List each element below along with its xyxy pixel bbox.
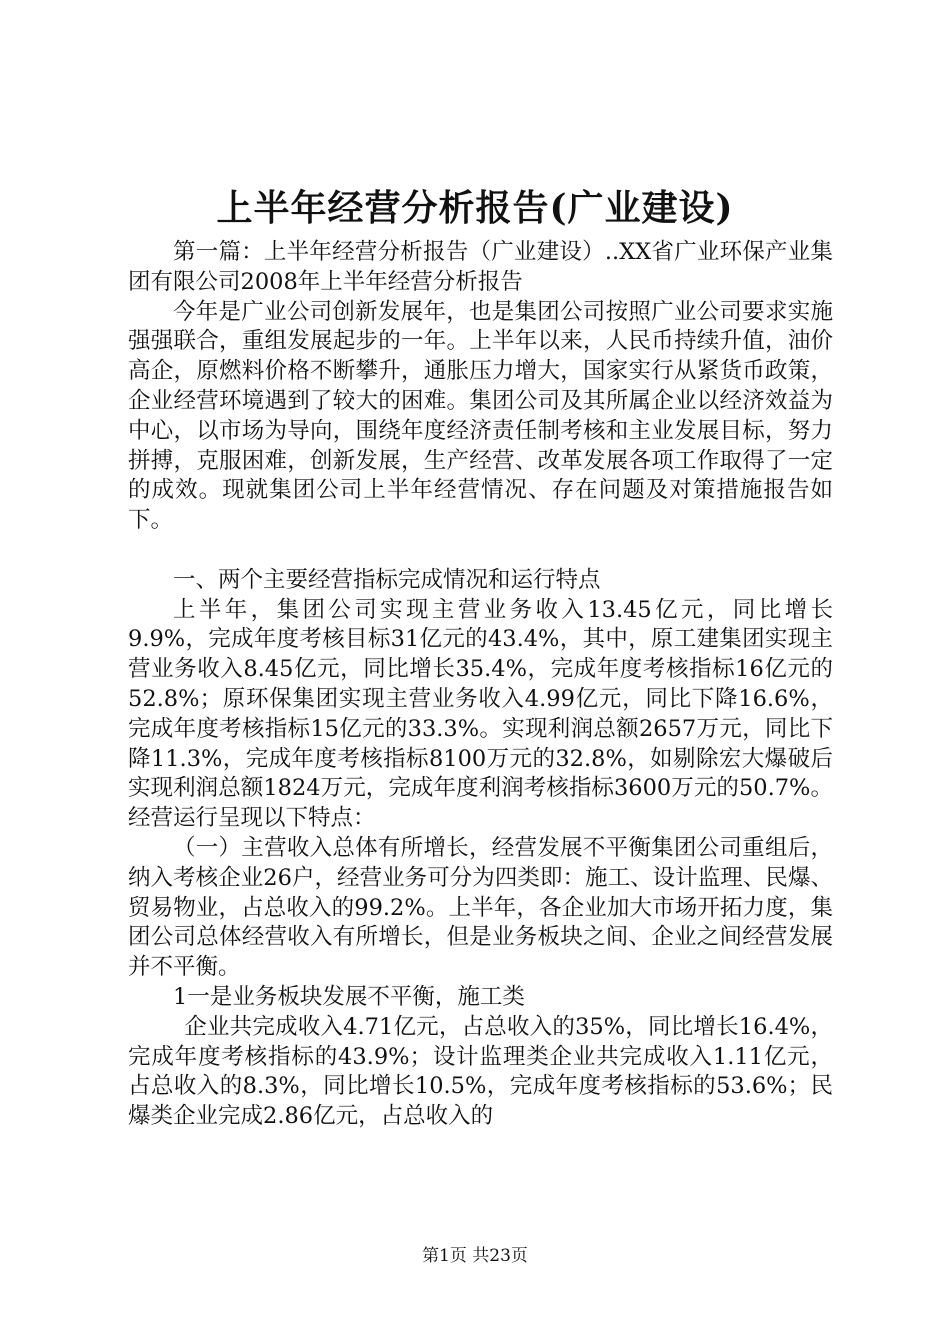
paragraph-construction: 企业共完成收入4.71亿元，占总收入的35%，同比增长16.4%，完成年度考核指标的43.9%；设计监理类企业共完成收入1.11亿元，占总收入的8.3%，同比增长10.5%，完成年度考核指标的53.6%；民爆类企业完成2.86亿元，占总收入的 [128, 1013, 833, 1130]
page-footer: 第1页 共23页 [422, 1246, 528, 1266]
paragraph-revenue-growth: （一）主营收入总体有所增长，经营发展不平衡集团公司重组后，纳入考核企业26户，经营业务可分为四类即：施工、设计监理、民爆、贸易物业，占总收入的99.2%。上半年，各企业加大市场开拓力度，集团公司总体经营收入有所增长，但是业务板块之间、企业之间经营发展并不平衡。 [128, 834, 833, 981]
document-title: 上半年经营分析报告(广业建设) [216, 187, 734, 229]
section-heading-1: 一、两个主要经营指标完成情况和运行特点 [173, 566, 601, 593]
paragraph-heading-intro: 第一篇：上半年经营分析报告（广业建设）..XX省广业环保产业集团有限公司2008年上半年经营分析报告 [128, 239, 833, 295]
paragraph-overview: 今年是广业公司创新发展年，也是集团公司按照广业公司要求实施强强联合，重组发展起步的一年。上半年以来，人民币持续升值，油价高企，原燃料价格不断攀升，通胀压力增大，国家实行从紧货币政策，企业经营环境遇到了较大的困难。集团公司及其所属企业以经济效益为中心，以市场为导向，围绕年度经济责任制考核和主业发展目标，努力拼搏，克服困难，创新发展，生产经营、改革发展各项工作取得了一定的成效。现就集团公司上半年经营情况、存在问题及对策措施报告如下。 [128, 298, 833, 534]
paragraph-indicators: 上半年，集团公司实现主营业务收入13.45亿元，同比增长9.9%，完成年度考核目标31亿元的43.4%，其中，原工建集团实现主营业务收入8.45亿元，同比增长35.4%，完成年度考核指标16亿元的52.8%；原环保集团实现主营业务收入4.99亿元，同比下降16.6%，完成年度考核指标15亿元的33.3%。实现利润总额2657万元，同比下降11.3%，完成年度考核指标8100万元的32.8%，如剔除宏大爆破后实现利润总额1824万元，完成年度利润考核指标3600万元的50.7%。经营运行呈现以下特点： [128, 596, 833, 832]
paragraph-spacer [128, 536, 833, 566]
paragraph-subheading: 1一是业务板块发展不平衡，施工类 [173, 983, 525, 1010]
document-body [128, 238, 833, 1132]
